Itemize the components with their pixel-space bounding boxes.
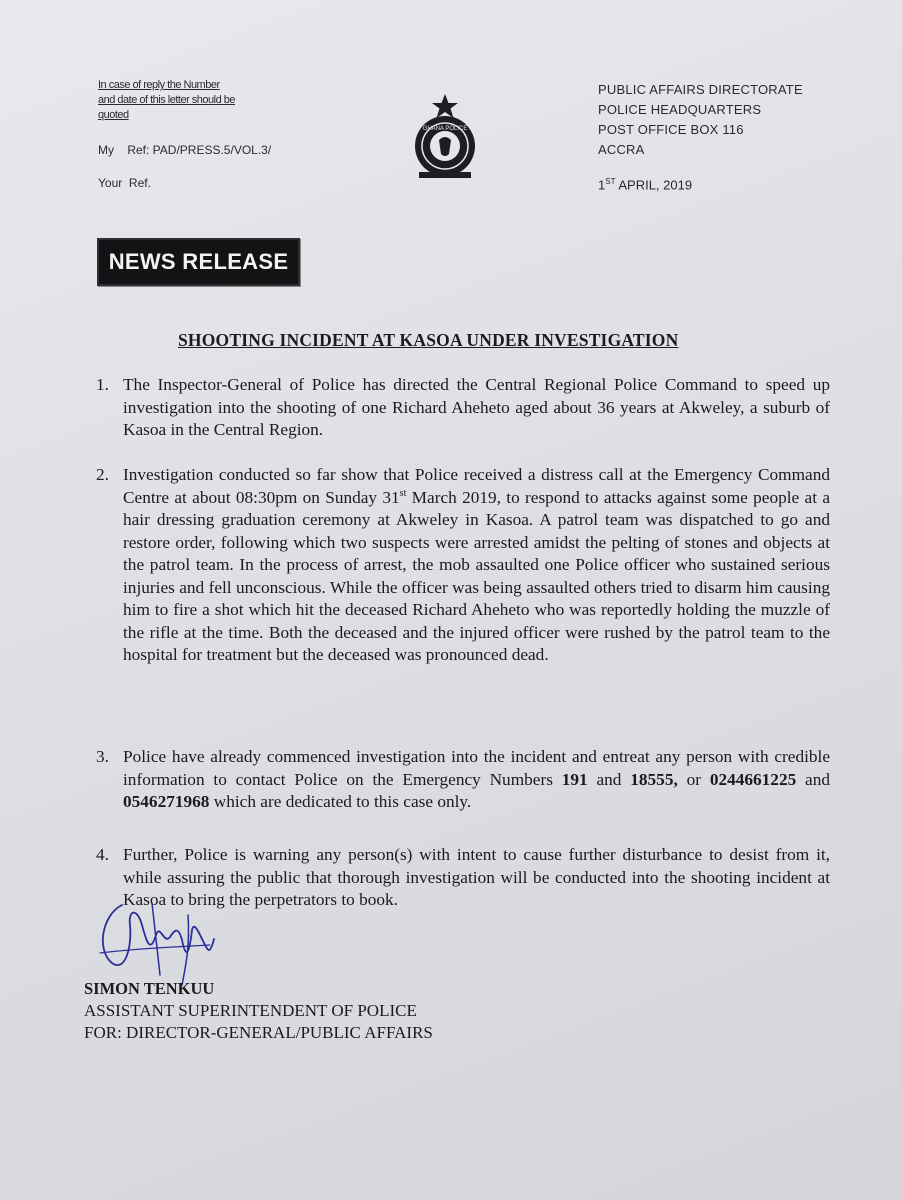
- address-line: POST OFFICE BOX 116: [598, 122, 744, 137]
- letter-date: 1ST APRIL, 2019: [598, 177, 693, 193]
- signatory-block: [84, 978, 433, 1044]
- paragraph-text: The Inspector-General of Police has directed the Central Regional Police Command to speed up investigation into the shooting of one Richard Aheheto aged about 36 years at Akweley, a suburb of Kasoa in the Central Region.: [123, 375, 830, 439]
- signatory-name: SIMON TENKUU: [84, 979, 215, 998]
- paragraph-number: 3.: [96, 747, 109, 766]
- document-title: SHOOTING INCIDENT AT KASOA UNDER INVESTIGATION: [178, 330, 679, 350]
- my-reference: My Ref: PAD/PRESS.5/VOL.3/: [98, 143, 272, 157]
- reply-instruction-note: In case of reply the Number and date of this letter should be quoted: [98, 79, 235, 121]
- paragraph-text: Investigation conducted so far show that Police received a distress call at the Emergency Command Centre at about 08:30pm on Sunday 31st March 2019, to respond to attacks against some people at a hair dressing graduation ceremony at Akweley in Kasoa. A patrol team was dispatched to go and restore order, following which two suspects were arrested amidst the pelting of stones and objects at the patrol team. In the process of arrest, the mob assaulted one Police officer who sustained serious injuries and fell unconscious. While the officer was being assaulted others tried to disarm him causing him to fire a shot which hit the deceased Richard Aheheto who was reportedly holding the muzzle of the rifle at the time. Both the deceased and the injured officer were rushed by the patrol team to the hospital for treatment but the deceased was pronounced dead.: [123, 465, 830, 664]
- paragraph-number: 1.: [96, 375, 109, 394]
- address-line: PUBLIC AFFAIRS DIRECTORATE: [598, 82, 803, 97]
- address-line: ACCRA: [598, 142, 645, 157]
- signatory-office: FOR: DIRECTOR-GENERAL/PUBLIC AFFAIRS: [84, 1023, 433, 1042]
- your-reference: Your Ref.: [98, 176, 151, 190]
- emergency-number: 191: [561, 769, 588, 789]
- paragraph-text: Police have already commenced investigation into the incident and entreat any person with credible information to contact Police on the Emergency Numbers 191 and 18555, or 0244661225 and 0546271968 which are dedicated to this case only.: [123, 747, 835, 811]
- signatory-rank: ASSISTANT SUPERINTENDENT OF POLICE: [84, 1001, 417, 1020]
- crest-label: GHANA POLICE: [422, 126, 468, 132]
- case-phone-number: 0244661225: [709, 769, 797, 789]
- paragraph-1: [96, 374, 830, 442]
- paragraph-number: 4.: [96, 845, 109, 864]
- handwritten-signature: [92, 895, 222, 990]
- sender-address: [598, 80, 803, 160]
- paragraph-text: Further, Police is warning any person(s) with intent to cause further disturbance to desist from it, while assuring the public that thorough investigation will be conducted into the shooting incident at Kasoa to bring the perpetrators to book.: [123, 845, 830, 909]
- paragraph-2: [96, 464, 830, 667]
- paragraph-number: 2.: [96, 465, 109, 484]
- paragraph-3: [96, 746, 835, 814]
- address-line: POLICE HEADQUARTERS: [598, 102, 762, 117]
- case-phone-number: 0546271968: [123, 792, 210, 811]
- emergency-number: 18555,: [630, 769, 678, 789]
- ghana-police-crest-icon: [405, 92, 485, 182]
- news-release-badge: NEWS RELEASE: [97, 238, 300, 286]
